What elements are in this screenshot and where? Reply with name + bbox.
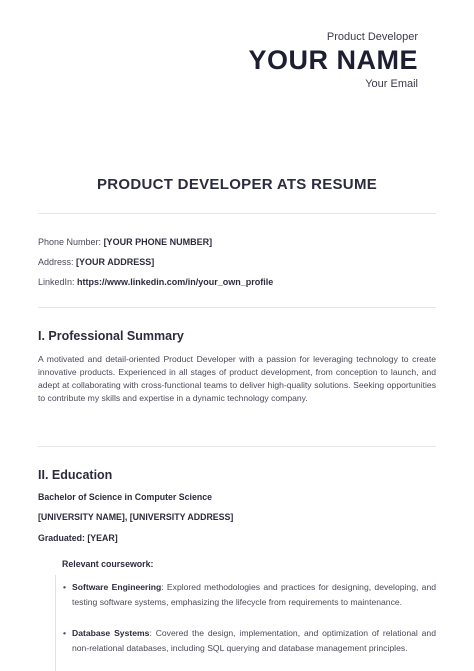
course-description: Explored methodologies and practices for designing, developing, and testing software systems, emphasizing the lifecycle from requirements to maintenance. — [72, 582, 436, 607]
phone-label: Phone Number: — [38, 237, 102, 247]
course-description: Covered the design, implementation, and optimization of relational and non-relational databases, including SQL querying and database management principles. — [72, 628, 436, 653]
linkedin-label: LinkedIn: — [38, 277, 75, 287]
job-title: Product Developer — [326, 31, 418, 43]
bullet-icon: • — [63, 582, 67, 592]
bullet-icon: • — [63, 628, 67, 638]
candidate-name: YOUR NAME — [248, 45, 418, 75]
divider — [38, 213, 436, 214]
document-title: PRODUCT DEVELOPER ATS RESUME — [96, 176, 378, 193]
course-name: Database Systems — [72, 628, 150, 638]
summary-heading: I. Professional Summary — [38, 329, 184, 343]
divider — [38, 446, 436, 447]
course-separator: : — [161, 582, 164, 592]
course-item — [64, 626, 436, 656]
summary-text: A motivated and detail-oriented Product Developer with a passion for leveraging technology to create innovative products. Experienced in all stages of product development, from conception to launch, and adept at collaborating with cross-functional teams to deliver high-quality solutions. Seeking opportunities to contribute my skills and expertise in a dynamic technology company. — [38, 354, 436, 403]
graduation-year: Graduated: [YEAR] — [38, 533, 118, 543]
education-heading: II. Education — [38, 468, 113, 482]
course-text — [64, 626, 436, 656]
resume-header — [248, 30, 418, 91]
university: [UNIVERSITY NAME], [UNIVERSITY ADDRESS] — [38, 512, 234, 522]
candidate-email: Your Email — [365, 78, 418, 90]
coursework-side-bar — [55, 575, 56, 671]
coursework-heading: Relevant coursework: — [62, 559, 154, 569]
course-name: Software Engineering — [72, 582, 162, 592]
address-value: [YOUR ADDRESS] — [76, 257, 155, 267]
linkedin-link[interactable]: https://www.linkedin.com/in/your_own_profile — [77, 277, 274, 287]
degree: Bachelor of Science in Computer Science — [38, 492, 213, 502]
course-separator: : — [149, 628, 152, 638]
address-label: Address: — [38, 257, 74, 267]
contact-phone — [38, 236, 212, 248]
divider — [38, 307, 436, 308]
phone-value: [YOUR PHONE NUMBER] — [103, 237, 213, 247]
contact-linkedin — [38, 276, 273, 288]
contact-address — [38, 256, 154, 268]
course-text — [64, 580, 436, 610]
course-item — [64, 580, 436, 610]
